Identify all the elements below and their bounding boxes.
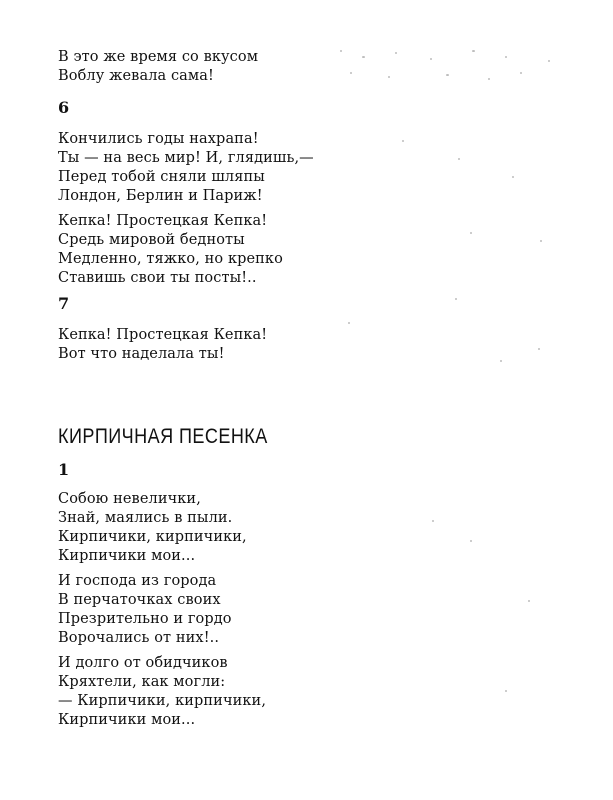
poem-line: Ты — на весь мир! И, глядишь,— bbox=[58, 150, 314, 166]
poem-line: Ворочались от них!.. bbox=[58, 630, 220, 646]
poem-line: Кряхтели, как могли: bbox=[58, 674, 226, 690]
poem-line: Кирпичики, кирпичики, bbox=[58, 529, 247, 545]
stanza-1-3 bbox=[58, 654, 266, 730]
poem-line: Ставишь свои ты посты!.. bbox=[58, 270, 257, 286]
poem-line: Собою невелички, bbox=[58, 491, 201, 507]
section-number-7: 7 bbox=[58, 294, 70, 313]
stanza-1-1 bbox=[58, 490, 247, 566]
poem-line: Кончились годы нахрапа! bbox=[58, 131, 259, 147]
poem-line: Воблу жевала сама! bbox=[58, 68, 214, 84]
stanza-6-2 bbox=[58, 212, 283, 288]
stanza-intro bbox=[58, 48, 258, 86]
section-number-6: 6 bbox=[58, 98, 70, 117]
poem-line: Кепка! Простецкая Кепка! bbox=[58, 213, 268, 229]
poem-line: Презрительно и гордо bbox=[58, 611, 232, 627]
poem-line: Кирпичики мои... bbox=[58, 712, 196, 728]
poem-line: Кирпичики мои... bbox=[58, 548, 196, 564]
poem-title: КИРПИЧНАЯ ПЕСЕНКА bbox=[58, 425, 268, 448]
poem-line: В перчаточках своих bbox=[58, 592, 221, 608]
poem-line: Средь мировой бедноты bbox=[58, 232, 245, 248]
poem-line: И долго от обидчиков bbox=[58, 655, 228, 671]
poem-line: В это же время со вкусом bbox=[58, 49, 259, 65]
stanza-7 bbox=[58, 326, 267, 364]
poem-line: И господа из города bbox=[58, 573, 217, 589]
poem-line: Вот что наделала ты! bbox=[58, 346, 225, 362]
stanza-1-2 bbox=[58, 572, 232, 648]
stanza-6-1 bbox=[58, 130, 314, 206]
section-number-1: 1 bbox=[58, 460, 70, 479]
poem-line: Медленно, тяжко, но крепко bbox=[58, 251, 283, 267]
poem-line: Знай, маялись в пыли. bbox=[58, 510, 233, 526]
poem-line: Кепка! Простецкая Кепка! bbox=[58, 327, 268, 343]
poem-line: — Кирпичики, кирпичики, bbox=[58, 693, 267, 709]
poem-line: Лондон, Берлин и Париж! bbox=[58, 188, 263, 204]
poem-line: Перед тобой сняли шляпы bbox=[58, 169, 265, 185]
